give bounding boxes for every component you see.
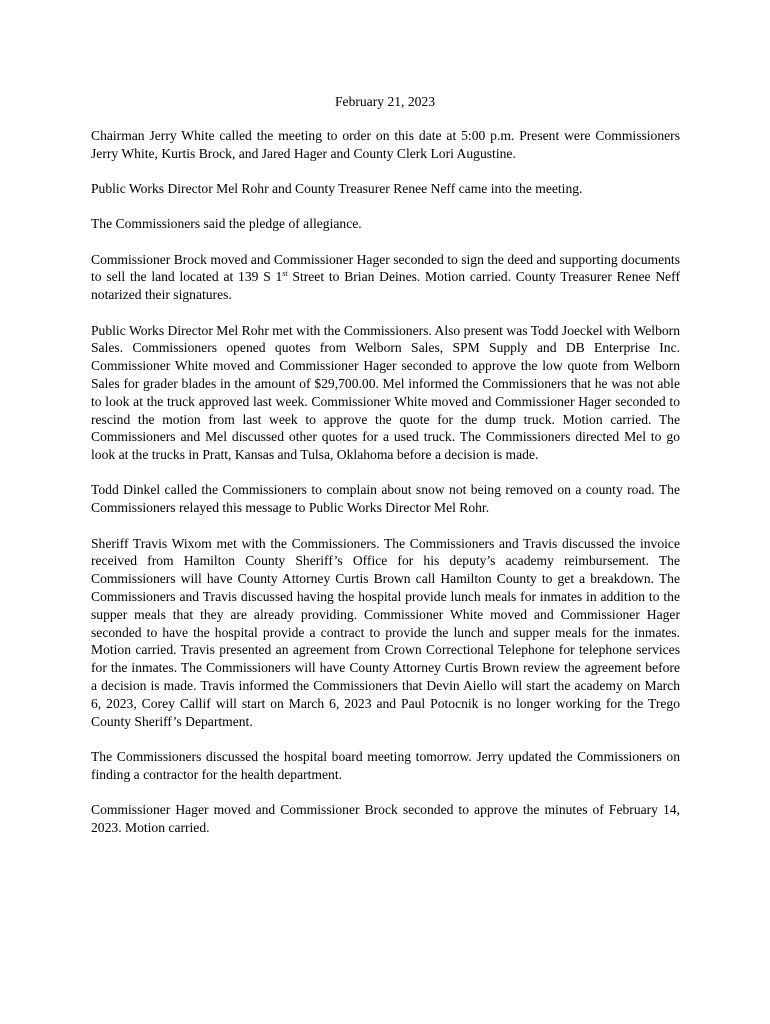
paragraph-hospital-board: The Commissioners discussed the hospital board meeting tomorrow. Jerry updated the Commissioners on finding a contractor for the health department. xyxy=(91,748,680,782)
ordinal-suffix: st xyxy=(282,269,288,279)
meeting-date: February 21, 2023 xyxy=(334,94,436,109)
paragraph-pledge: The Commissioners said the pledge of allegiance. xyxy=(91,216,362,232)
paragraph-snow-complaint: Todd Dinkel called the Commissioners to complain about snow not being removed on a county road. The Commissioners relayed this message to Public Works Director Mel Rohr. xyxy=(91,482,680,516)
paragraph-land-sale xyxy=(91,251,680,304)
paragraph-attendees-arrival: Public Works Director Mel Rohr and County Treasurer Renee Neff came into the meeting. xyxy=(91,181,583,197)
paragraph-call-to-order: Chairman Jerry White called the meeting to order on this date at 5:00 p.m. Present were Commissioners Jerry White, Kurtis Brock, and Jared Hager and County Clerk Lori Augustine. xyxy=(91,128,680,161)
land-sale-text-end: Street to Brian Deines. Motion carried. County Treasurer Renee Neff notarized their signatures. xyxy=(91,269,680,303)
paragraph-public-works: Public Works Director Mel Rohr met with the Commissioners. Also present was Todd Joeckel with Welborn Sales. Commissioners opened quotes from Welborn Sales, SPM Supply and DB Enterprise Inc. Commissioner White moved and Commissioner Hager seconded to approve the low quote from Welborn Sales for grader blades in the amount of $29,700.00. Mel informed the Commissioners that he was not able to look at the truck approved last week. Commissioner White moved and Commissioner Hager seconded to rescind the motion from last week to approve the quote for the dump truck. Motion carried. The Commissioners and Mel discussed other quotes for a used truck. The Commissioners directed Mel to go look at the trucks in Pratt, Kansas and Tulsa, Oklahoma before a decision is made. xyxy=(91,322,680,463)
minutes-body xyxy=(91,127,680,854)
land-sale-text-start: Commissioner Brock moved and Commissioner Hager seconded to sign the deed and supporting documents to sell the land located at 139 S 1 xyxy=(91,251,680,285)
paragraph-sheriff: Sheriff Travis Wixom met with the Commissioners. The Commissioners and Travis discussed the invoice received from Hamilton County Sheriff’s Office for his deputy’s academy reimbursement. The Commissioners will have County Attorney Curtis Brown call Hamilton County to get a breakdown. The Commissioners and Travis discussed having the hospital provide lunch meals for inmates in addition to the supper meals that they are already providing. Commissioner White moved and Commissioner Hager seconded to have the hospital provide a contract to provide the lunch and supper meals for the inmates. Motion carried. Travis presented an agreement from Crown Correctional Telephone for telephone services for the inmates. The Commissioners will have County Attorney Curtis Brown review the agreement before a decision is made. Travis informed the Commissioners that Devin Aiello will start the academy on March 6, 2023, Corey Callif will start on March 6, 2023 and Paul Potocnik is no longer working for the Trego County Sheriff’s Department. xyxy=(91,535,680,729)
paragraph-minutes-approval: Commissioner Hager moved and Commissioner Brock seconded to approve the minutes of February 14, 2023. Motion carried. xyxy=(91,801,680,835)
